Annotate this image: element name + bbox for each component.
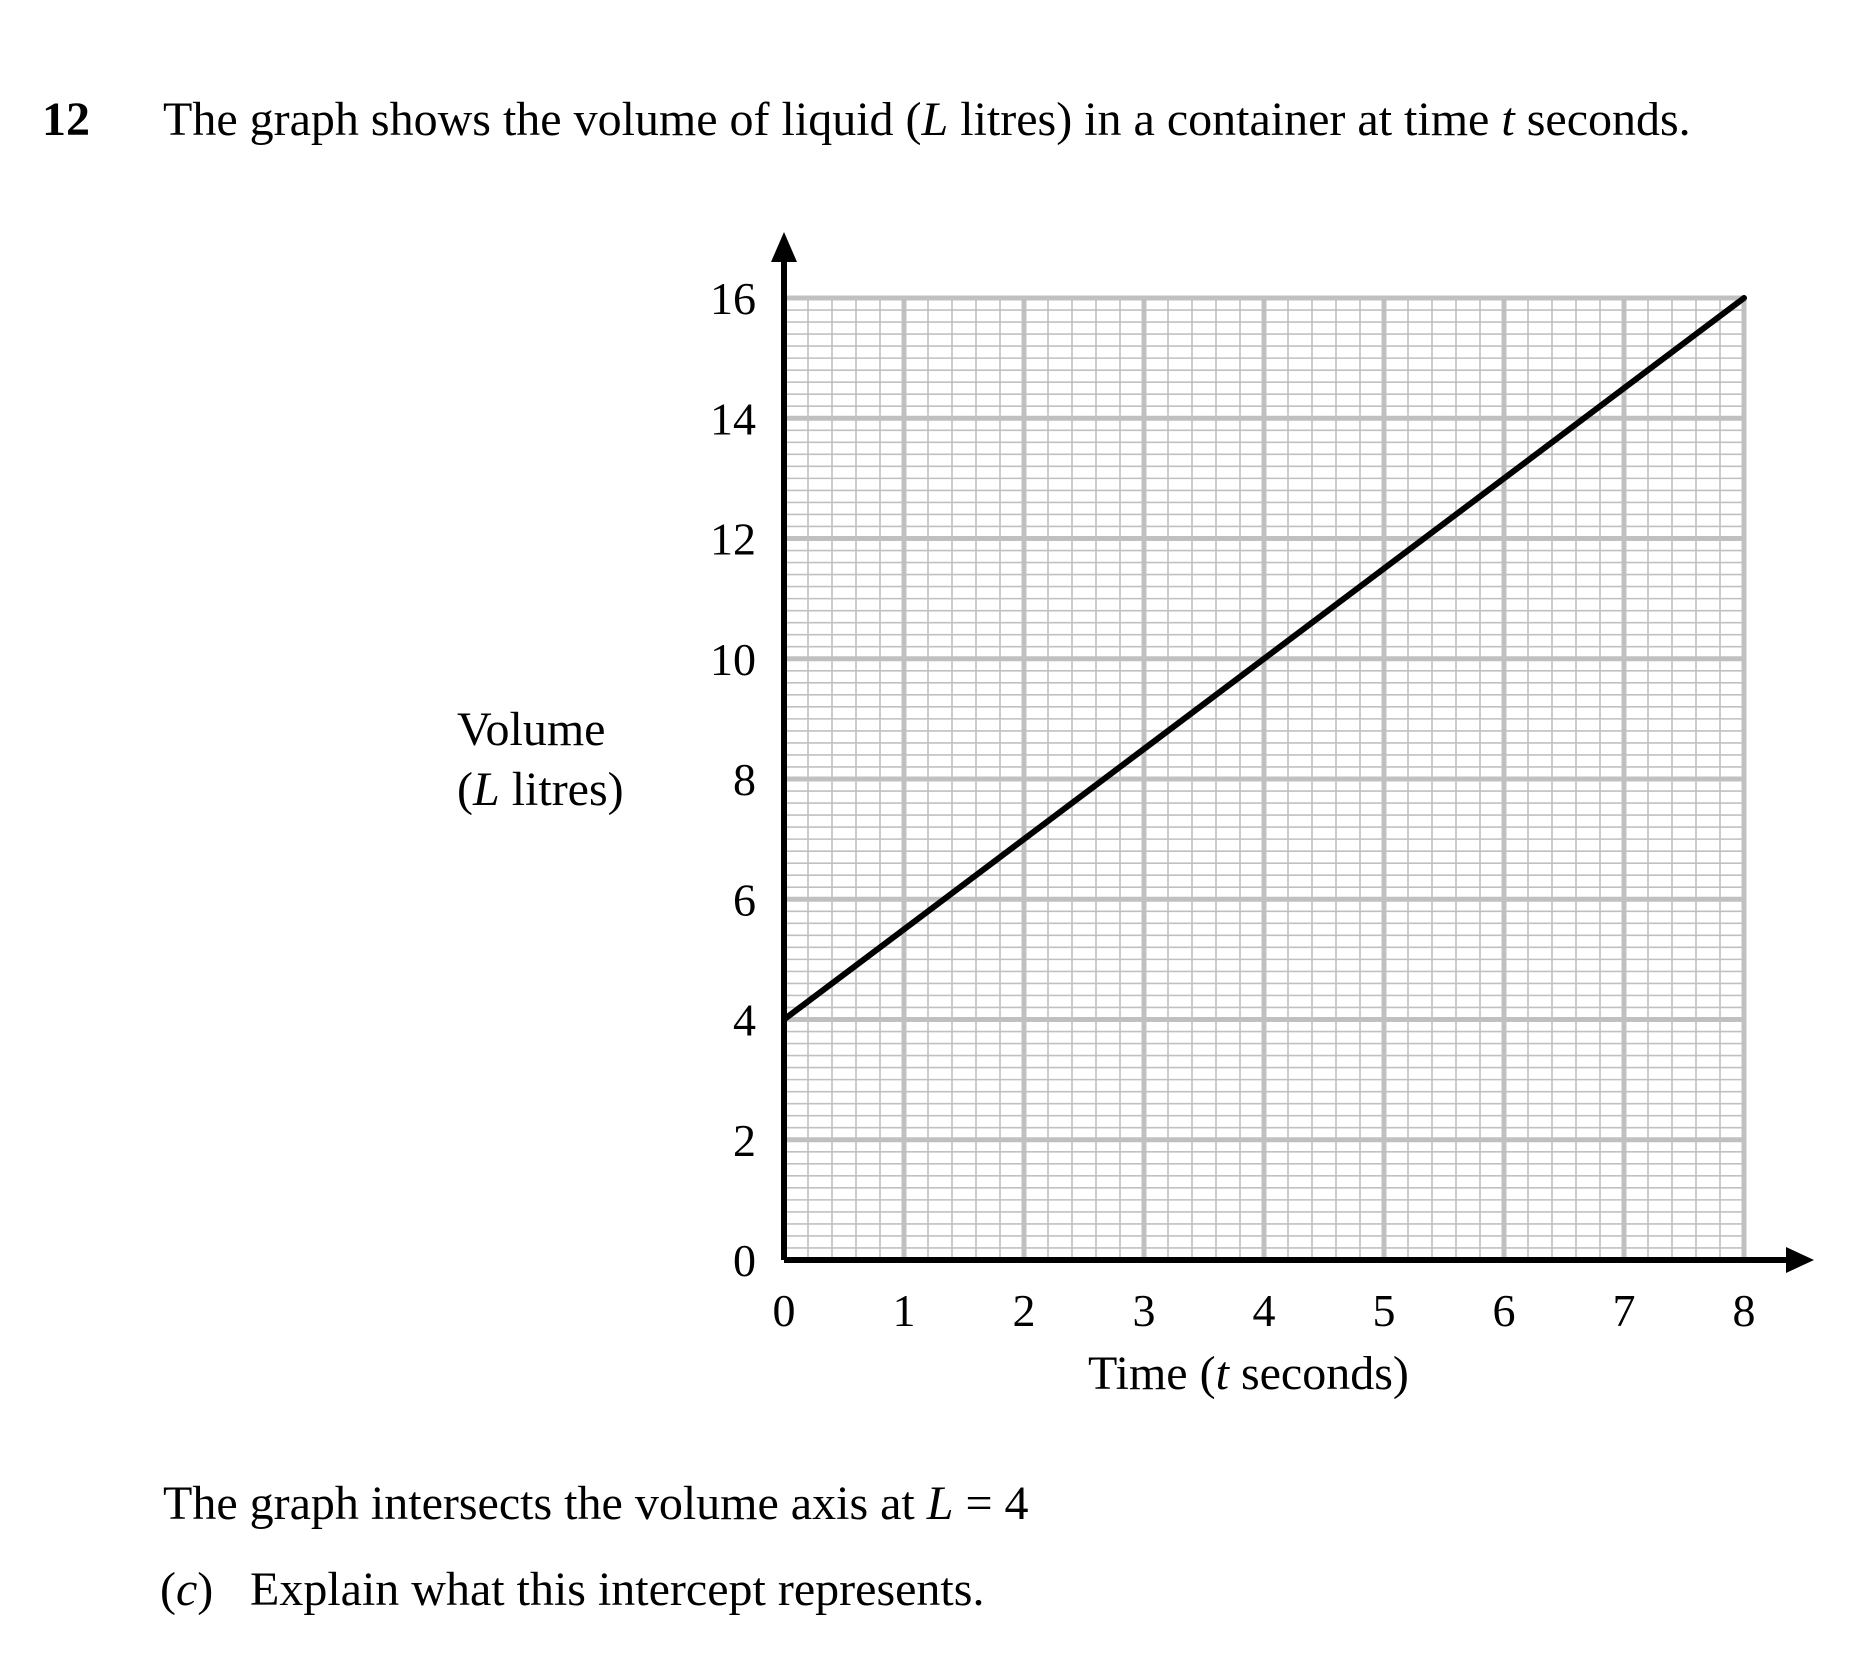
part-c-label: (c) [160, 1563, 214, 1616]
x-tick-label: 7 [1612, 1285, 1636, 1336]
question-text: The graph shows the volume of liquid (L litres) in a container at time t seconds. [163, 93, 1691, 146]
x-tick-label: 8 [1732, 1285, 1756, 1336]
y-axis-label-line1: Volume [457, 703, 606, 756]
x-tick-label: 0 [772, 1285, 796, 1336]
intercept-statement: The graph intersects the volume axis at L = 4 [163, 1477, 1029, 1530]
y-tick-label: 12 [710, 513, 756, 565]
y-axis-label-line2: (L litres) [457, 763, 624, 816]
x-axis-label: Time (t seconds) [1088, 1347, 1409, 1400]
x-tick-label: 5 [1372, 1285, 1396, 1336]
x-tick-label: 6 [1492, 1285, 1516, 1336]
question-number: 12 [42, 93, 90, 146]
part-c [160, 1563, 985, 1616]
part-c-text: Explain what this intercept represents. [250, 1563, 985, 1616]
y-tick-label: 4 [733, 994, 756, 1046]
y-tick-label: 8 [733, 754, 756, 805]
y-tick-label: 10 [710, 633, 756, 685]
x-tick-labels [773, 1285, 1756, 1336]
y-tick-label: 16 [710, 273, 756, 324]
x-tick-label: 2 [1012, 1285, 1036, 1336]
y-tick-label: 6 [733, 874, 756, 926]
y-tick-label: 2 [733, 1114, 756, 1166]
x-tick-label: 3 [1132, 1285, 1156, 1336]
y-tick-label: 0 [733, 1235, 756, 1286]
x-axis-arrowhead [1786, 1247, 1814, 1273]
x-tick-label: 1 [892, 1285, 916, 1336]
y-axis-arrowhead [771, 232, 797, 262]
x-tick-label: 4 [1252, 1285, 1276, 1336]
y-tick-labels [710, 273, 756, 1286]
y-tick-label: 14 [710, 393, 756, 445]
